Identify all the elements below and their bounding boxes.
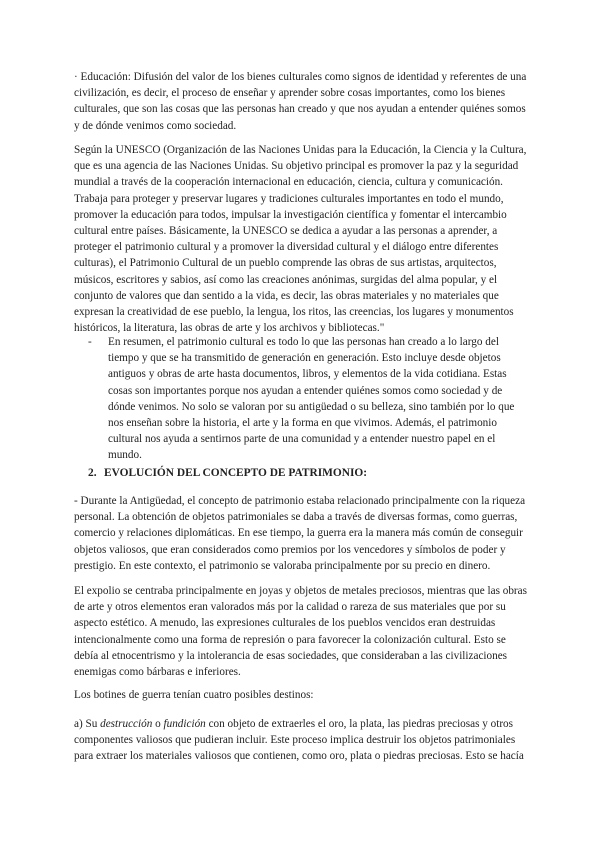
- section-title: EVOLUCIÓN DEL CONCEPTO DE PATRIMONIO:: [104, 467, 368, 479]
- bullet-marker: -: [88, 336, 92, 348]
- destino-a-em-destruccion: destrucción: [100, 718, 153, 730]
- paragraph-expolio: El expolio se centraba principalmente en joyas y objetos de metales preciosos, mientras que las obras de arte y otros elementos eran valorados más por la calidad o rareza de sus materiales que por su aspecto estético. A menudo, las expresiones culturales de los pueblos vencidos eran destruidas intencionalmente como una forma de represión o para favorecer la colonización cultural. Esto se debía al etnocentrismo y la intolerancia de esas sociedades, que consideraban a las civilizaciones enemigas como bárbaras e inferiores.: [74, 585, 527, 679]
- paragraph-unesco: Según la UNESCO (Organización de las Naciones Unidas para la Educación, la Ciencia y la Cultura, que es una agencia de las Naciones Unidas. Su objetivo principal es promover la paz y la seguridad mundial a través de la cooperación internacional en educación, ciencia, cultura y comunicación. Trabaja para proteger y preservar lugares y tradiciones culturales importantes en todo el mundo, promover la educación para todos, impulsar la investigación científica y fomentar el intercambio cultural entre países. Básicamente, la UNESCO se dedica a ayudar a las personas a aprender, a proteger el patrimonio cultural y a promover la diversidad cultural y el diálogo entre diferentes culturas), el Patrimonio Cultural de un pueblo comprende las obras de sus artistas, arquitectos, músicos, escritores y sabios, así como las creaciones anónimas, surgidas del alma popular, y el conjunto de valores que dan sentido a la vida, es decir, las obras materiales y no materiales que expresan la creatividad de ese pueblo, la lengua, los ritos, las creencias, los lugares y monumentos históricos, la literatura, las obras de arte y los archivos y bibliotecas.": [74, 144, 527, 335]
- destino-a-rest: con objeto de extraerles el oro, la plata, las piedras preciosas y otros componentes valiosos que pudieran incluir. Este proceso implica destruir los objetos patrimoniales para extraer los materiales valiosos que contienen, como oro, plata o piedras preciosas. Esto se hacía: [74, 718, 524, 763]
- section-heading: [88, 465, 532, 481]
- destino-a-em-fundicion: fundición: [163, 718, 206, 730]
- bullet-text: En resumen, el patrimonio cultural es todo lo que las personas han creado a lo largo del tiempo y que se ha transmitido de generación en generación. Esto incluye desde objetos antiguos y obras de arte hasta documentos, libros, y elementos de la vida cotidiana. Estas cosas son importantes porque nos ayudan a entender quiénes somos como sociedad y de dónde venimos. No solo se valoran por su antigüedad o su belleza, sino también por lo que nos enseñan sobre la historia, el arte y la forma en que vivimos. Además, el patrimonio cultural nos ayuda a sentirnos parte de una comunidad y a entender nuestro papel en el mundo.: [108, 336, 515, 462]
- destino-a-mid: o: [152, 718, 164, 730]
- paragraph-antiguedad: - Durante la Antigüedad, el concepto de patrimonio estaba relacionado principalmente con la riqueza personal. La obtención de objetos patrimoniales se daba a través de diversas formas, como guerras, comercio y relaciones diplomáticas. En ese tiempo, la guerra era la manera más común de conseguir objetos valiosos, que eran considerados como premios por los vencedores y símbolos de poder y prestigio. En este contexto, el patrimonio se valoraba principalmente por su precio en dinero.: [74, 495, 526, 572]
- paragraph-destino-a: [74, 716, 532, 765]
- section-number: 2.: [88, 467, 97, 479]
- destino-a-prefix: a) Su: [74, 718, 101, 730]
- paragraph-educacion: · Educación: Difusión del valor de los bienes culturales como signos de identidad y referentes de una civilización, es decir, el proceso de enseñar y aprender sobre cosas importantes, como los bienes culturales, que son las cosas que las personas han creado y que nos ayudan a entender quiénes somos y de dónde venimos como sociedad.: [74, 71, 527, 132]
- paragraph-botines: Los botines de guerra tenían cuatro posibles destinos:: [74, 689, 314, 701]
